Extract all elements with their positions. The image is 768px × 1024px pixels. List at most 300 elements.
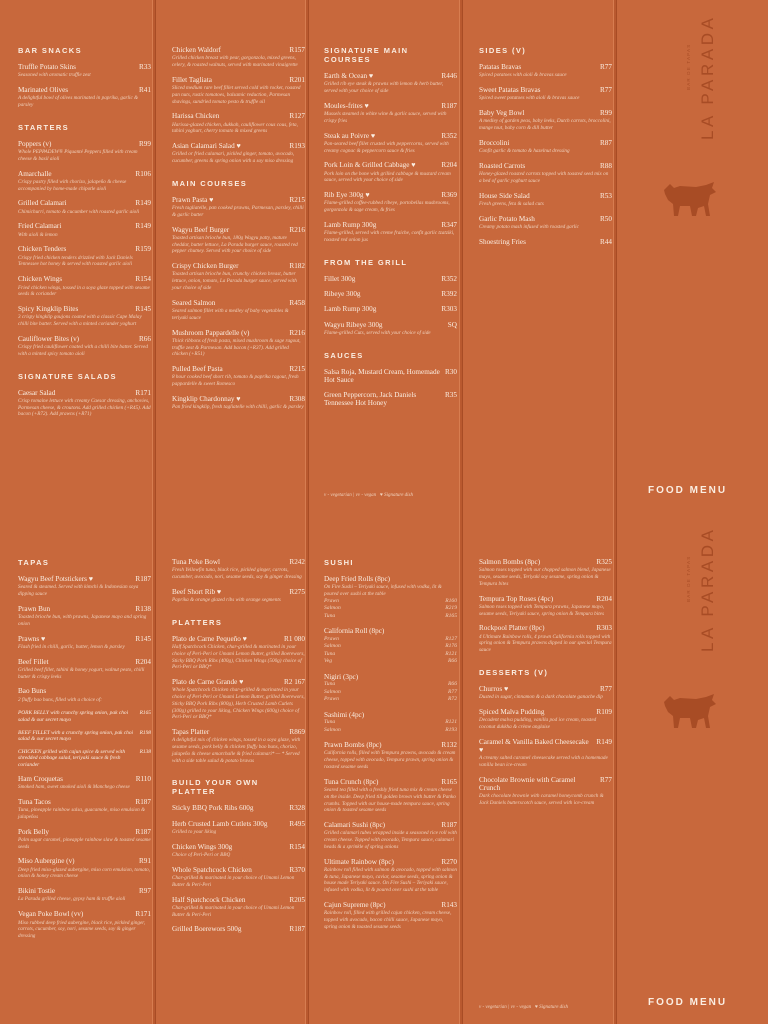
item-name: Chicken Tenders [18, 245, 67, 254]
menu-item [172, 588, 305, 604]
item-price: R138 [135, 604, 151, 613]
item-price: R270 [441, 857, 457, 866]
item-price: R275 [289, 587, 305, 596]
item-price: SQ [447, 320, 457, 329]
item-price: R91 [139, 857, 151, 866]
item-description: A delightful mix of chicken wings, tossed in a soya glaze, with sesame seeds, pork belly & chicken fluffy bao buns, chorizo, jalapeño & cheese amarchalle & fried calamari* — * Served with a side table salad & potato bravas [172, 737, 301, 764]
bull-icon [660, 690, 718, 732]
item-name: Fried Calamari [18, 222, 62, 231]
item-price: R149 [135, 222, 151, 231]
item-description: Tuna, pineapple rainbow salsa, guacamole, miso emulsion & jalapeños [18, 807, 146, 820]
item-name: Sticky BBQ Pork Ribs 600g [172, 804, 254, 813]
brand-tagline: BAR DE TAPAS [686, 555, 691, 602]
item-description: Fresh tagliatelle, pan cooked prawns, Parmesan, parsley, chilli & garlic butter [172, 205, 304, 218]
item-option [324, 696, 457, 704]
item-price: R446 [441, 72, 457, 80]
item-price: R99 [600, 109, 612, 118]
item-name: Amarchalle [18, 169, 52, 178]
item-description: Seared & steamed. Served with kimchi & Indonesian soya dipping sauce [18, 584, 139, 598]
item-price: R77 [600, 775, 612, 784]
item-name: Rockpool Platter (8pc) [479, 624, 545, 633]
section-heading: STARTERS [18, 122, 70, 132]
section-heading: SUSHI [324, 558, 354, 567]
signature-heart-icon: ♥ [237, 678, 244, 687]
item-price: R127 [289, 112, 305, 121]
item-price: R53 [600, 191, 612, 200]
item-description: Dark chocolate brownie with caramel honeycomb crunch & Jack Daniels butterscotch sauce, served with ice-cream [479, 793, 604, 807]
item-description: Flame-grilled, served with creme fraiche, confit garlic tzatziki, roasted red onion jus [324, 230, 455, 243]
item-name: Spiced Malva Pudding [479, 707, 545, 716]
option-price: R176 [445, 643, 457, 650]
option-name: Tuna [324, 650, 336, 657]
item-name: Whole Spatchcock Chicken [172, 865, 252, 874]
section-heading: SAUCES [324, 350, 364, 360]
menu-item [172, 76, 305, 106]
item-name: Tuna Crunch (8pc) [324, 777, 379, 786]
menu-item [479, 215, 612, 231]
menu-item [324, 191, 457, 214]
item-name: Pork Belly [18, 827, 49, 836]
item-price: R157 [289, 46, 305, 54]
item-price: R154 [289, 842, 305, 851]
item-price: R145 [135, 305, 151, 313]
item-name: Spicy Kingklip Bites [18, 305, 79, 313]
menu-item [172, 365, 305, 388]
item-name: Cajun Supreme (8pc) [324, 900, 386, 909]
item-description: Pan-seared beef fillet crusted with peppercorns, served with creamy cognac & peppercorn sauce & fries [324, 140, 449, 154]
item-name: Plato de Carne Pequeño ♥ [172, 634, 247, 643]
item-price: R193 [289, 142, 305, 151]
item-name: Prawn Pasta ♥ [172, 195, 214, 204]
option-price: R72 [447, 696, 457, 703]
menu-item [18, 749, 151, 768]
item-name: Churros ♥ [479, 684, 509, 693]
menu-item [18, 910, 151, 940]
item-price: R187 [441, 101, 457, 110]
item-name: Chicken Wings 300g [172, 842, 233, 851]
item-name: Pork Loin & Grilled Cabbage ♥ [324, 161, 416, 170]
item-option [324, 636, 457, 644]
item-description: Palm sugar caramel, pineapple rainbow slaw & toasted sesame seeds [18, 836, 151, 850]
item-description: Salmon roses topped with our chopped salmon blend, Japanese mayo, sesame seeds, Teriyaki soy sesame, spring onion & Tempura bites [479, 567, 611, 587]
item-name: Poppers (v) [18, 139, 52, 148]
option-name: Salmon [324, 688, 341, 695]
item-price: R204 [596, 594, 612, 603]
item-name: Prawn Bun [18, 604, 51, 613]
item-name: Salsa Roja, Mustard Cream, Homemade Hot Sauce [324, 367, 440, 384]
item-description: Miso rubbed deep fried aubergine, black rice, pickled ginger, carrots, cucumber, soy, nori, sesame seeds, soy & ginger dressing [18, 919, 146, 940]
item-name: Beef Fillet [18, 657, 49, 666]
item-price: R187 [289, 925, 305, 934]
item-name: Sweet Patatas Bravas [479, 86, 541, 95]
item-description: Mussels steamed in white wine & garlic sauce, served with crispy fries [324, 111, 447, 124]
item-price: R242 [289, 558, 305, 566]
brand-logo-text: LA PARADA [698, 526, 717, 652]
menu-item [479, 624, 612, 654]
item-description: Flame-grilled coffee-rubbed ribeye, portobellas mushrooms, gorgonzola & sage cream, & fries [324, 200, 450, 214]
item-description: Salmon roses topped with Tempura prawns, Japanese mayo, sesame seeds, Teriyaki sauce, spring onion & Tempura bites [479, 603, 605, 617]
menu-item [324, 741, 457, 771]
menu-item [479, 162, 612, 185]
menu-item [479, 238, 612, 246]
item-description: Paprika & orange glazed ribs with orange segments [172, 597, 281, 604]
menu-item [324, 858, 457, 894]
menu-item [324, 821, 457, 851]
section-heading: MAIN COURSES [172, 178, 248, 188]
menu-item [18, 775, 151, 791]
item-price: R182 [289, 262, 305, 271]
item-description: Toasted artisan brioche bun, 180g Wagyu patty, mature cheddar, butter lettuce, La Parada burger sauce, roasted red pepper chutney. Served with your choice of side [172, 234, 298, 255]
brand-tagline: BAR DE TAPAS [686, 43, 691, 90]
item-name: Kingklip Chardonnay ♥ [172, 394, 241, 403]
item-description: Grilled or fried calamari, pickled ginger, tomato, avocado, cucumber, greens & spring onion with a soy miso dressing [172, 151, 295, 165]
item-description: 3 crispy kingklip goujons coated with a classic Cape Malay chilli bite batter. Served with a minted coriander yoghurt [18, 314, 142, 328]
item-description: Seared tea filled with a freshly fried tuna mix & cream cheese on the inside. Deep fried till golden brown with butter & Panko crumbs. Topped with our house-made tempura sauce, spring onion & toasted sesame seeds [324, 787, 456, 814]
option-name: Salmon [324, 643, 341, 650]
item-name: Fillet 300g [324, 274, 356, 283]
item-price: R198 [139, 729, 151, 736]
item-name: Plato de Carne Grande ♥ [172, 678, 244, 687]
section-heading: DESSERTS (V) [479, 667, 549, 677]
item-name: Sashimi (4pc) [324, 710, 365, 719]
option-price: R66 [447, 658, 457, 665]
item-description: Fresh Yellowfin tuna, black rice, pickled ginger, carrots, cucumber, avocado, nori, sesame seeds, soy & ginger dressing [172, 567, 302, 581]
item-price: R106 [135, 169, 151, 178]
item-description: Rainbow roll, filled with grilled cajun chicken, cream cheese, topped with avocado, bacon chilli sauce, Japanese mayo, spring onion & toasted sesame seeds [324, 910, 452, 930]
item-name: Wagyu Beef Potstickers ♥ [18, 575, 93, 583]
item-name: Shoestring Fries [479, 237, 526, 246]
legend: v - vegetarian | vv - vegan ♥ Signature dish [479, 1005, 568, 1010]
item-price: R66 [139, 334, 151, 343]
item-price: R30 [445, 367, 457, 376]
item-name: Prawn Bombs (8pc) [324, 741, 382, 750]
menu-item [18, 730, 151, 742]
item-price: R149 [135, 199, 151, 208]
menu-item [18, 170, 151, 193]
item-description: 2 fluffy bao buns, filled with a choice of: [18, 696, 102, 703]
item-name: Half Spatchcock Chicken [172, 895, 246, 904]
item-name: Lamb Rump 300g [324, 305, 377, 314]
option-price: R219 [445, 605, 457, 612]
item-name: Broccolini [479, 138, 510, 147]
signature-heart-icon: ♥ [240, 634, 247, 643]
menu-item [18, 140, 151, 163]
item-price: R303 [596, 624, 612, 633]
item-name: Patatas Bravas [479, 63, 522, 71]
option-name: Prawn [324, 597, 339, 604]
column-4 [473, 512, 618, 1024]
menu-item [479, 708, 612, 731]
signature-heart-icon: ♥ [369, 131, 376, 140]
menu-item [324, 391, 457, 408]
menu-item [172, 925, 305, 933]
item-description: Grilled rib eye steak & prawns with lemon & herb butter, served with your choice of side [324, 81, 444, 95]
column-divider [152, 0, 156, 1024]
column-divider [459, 0, 463, 1024]
column-1 [12, 512, 157, 1024]
item-name: Asian Calamari Salad ♥ [172, 142, 241, 151]
menu-item [18, 199, 151, 215]
item-price: R187 [135, 797, 151, 806]
item-name: Pulled Beef Pasta [172, 365, 223, 374]
menu-item [18, 305, 151, 328]
menu-item [18, 687, 151, 703]
item-name: Garlic Potato Mash [479, 214, 535, 223]
item-price: R77 [600, 684, 612, 693]
column-divider [305, 0, 309, 1024]
item-description: Char-grilled & marinated in your choice of Umami Lemon Butter & Peri-Peri [172, 875, 295, 888]
food-menu-label: FOOD MENU [648, 997, 728, 1008]
signature-icon: ♥ [534, 1005, 538, 1010]
section-heading: FROM THE GRILL [324, 257, 408, 267]
item-price: R352 [441, 274, 457, 283]
menu-item [18, 887, 151, 903]
item-name: Salmon Bombs (8pc) [479, 558, 541, 566]
item-description: Choice of Peri-Peri or BBQ [172, 852, 231, 858]
item-description: Creamy potato mash infused with roasted garlic [479, 223, 579, 230]
menu-item [324, 161, 457, 184]
item-description: Decadent malva pudding, vanilla pod ice cream, toasted coconut dukkha & crème anglaise [479, 717, 597, 730]
option-price: R66 [447, 681, 457, 688]
section-heading: SIDES (V) [479, 46, 527, 55]
option-price: R121 [445, 719, 457, 726]
item-price: R201 [289, 75, 305, 84]
item-price: R187 [135, 575, 151, 583]
section-heading: BUILD YOUR OWN PLATTER [172, 778, 259, 797]
item-price: R325 [596, 558, 612, 566]
brand-logo-text: LA PARADA [698, 14, 717, 140]
section-heading: BAR SNACKS [18, 46, 83, 55]
signature-heart-icon: ♥ [39, 634, 46, 643]
menu-item [18, 658, 151, 681]
menu-item [172, 896, 305, 919]
menu-item [18, 828, 151, 851]
item-price: R215 [289, 195, 305, 204]
menu-item [172, 299, 305, 322]
item-price: R41 [139, 86, 151, 95]
option-name: Tuna [324, 719, 336, 726]
item-description: Crisp romaine lettuce with creamy Caesar dressing, anchovies, Parmesan cheese, & croutons. Add grilled chicken (+R45). Add bacon (+R72). Add prawns (+R71) [18, 397, 151, 418]
item-name: Mushroom Pappardelle (v) [172, 328, 250, 337]
item-price: R109 [596, 707, 612, 716]
item-name: Ribeye 300g [324, 289, 361, 298]
item-name: Fillet Tagliata [172, 75, 212, 84]
menu-item [172, 728, 305, 764]
menu-item [479, 685, 612, 701]
signature-icon: ♥ [379, 493, 383, 498]
item-name: Wagyu Ribeye 300g [324, 320, 383, 329]
signature-heart-icon: ♥ [409, 161, 416, 170]
signature-heart-icon: ♥ [363, 191, 370, 200]
item-description: Fresh greens, feta & salad cuts [479, 200, 544, 207]
option-price: R165 [445, 612, 457, 619]
item-price: R88 [600, 161, 612, 170]
menu-item [324, 132, 457, 155]
item-price: R187 [441, 821, 457, 829]
item-name: Grilled Calamari [18, 199, 67, 208]
item-description: Whole PEPPADEW® Piquanté Peppers filled with cream cheese & basil aioli [18, 149, 138, 162]
item-price: R171 [135, 910, 151, 919]
item-name: Chicken Waldorf [172, 46, 221, 54]
item-price: R87 [600, 138, 612, 147]
item-description: A creamy salted caramel cheesecake served with a homemade vanilla bean ice-cream [479, 755, 608, 768]
item-description: Fried chicken wings, tossed in a soya glaze topped with sesame seeds & coriander [18, 284, 150, 298]
item-name: Truffle Potato Skins [18, 63, 76, 71]
item-name: Earth & Ocean ♥ [324, 72, 374, 80]
item-name: Tempura Top Roses (4pc) [479, 594, 554, 603]
menu-item [18, 275, 151, 298]
item-name: Crispy Chicken Burger [172, 262, 239, 271]
item-name: Ham Croquetas [18, 774, 63, 783]
item-price: R145 [135, 634, 151, 643]
option-name: Veg [324, 658, 333, 665]
item-price: R215 [289, 365, 305, 374]
menu-item [18, 86, 151, 109]
option-price: R160 [445, 597, 457, 604]
item-name: Lamb Rump 300g [324, 220, 377, 229]
signature-heart-icon: ♥ [367, 72, 374, 80]
item-description: Spiced potatoes with aioli & bravas sauce [479, 72, 567, 79]
menu-item [324, 778, 457, 814]
item-option [324, 643, 457, 651]
menu-item [324, 575, 457, 620]
option-name: Prawn [324, 635, 339, 642]
item-description: Honey-glazed roasted carrots topped with toasted seed mix on a bed of garlic yoghurt sauce [479, 171, 609, 184]
column-1 [12, 0, 157, 512]
section-heading: SIGNATURE MAIN COURSES [324, 46, 409, 64]
item-price: R159 [135, 245, 151, 254]
item-name: Tapas Platter [172, 728, 210, 737]
item-description: Grilled calamari tubes wrapped inside a seasoned rice roll with cream cheese. Topped with avocado, Tempura sauce, calamari heads & a sprinkle of spring onions [324, 830, 457, 850]
menu-item [324, 711, 457, 734]
item-name: Tuna Poke Bowl [172, 558, 221, 566]
item-description: Seared salmon fillet with a medley of baby vegetables & teriyaki sauce [172, 308, 289, 321]
item-name: PORK BELLY with crunchy spring onion, pak choi salad & our secret mayo [18, 710, 129, 723]
item-price: R154 [135, 275, 151, 284]
item-name: Rib Eye 300g ♥ [324, 191, 370, 200]
item-price: R392 [441, 289, 457, 298]
item-description: Flame-grilled Cuts, served with your choice of side [324, 329, 431, 336]
item-price: R77 [600, 86, 612, 95]
menu-item [172, 635, 305, 671]
menu-item [18, 575, 151, 598]
item-name: Marinated Olives [18, 86, 69, 95]
item-option [324, 727, 457, 735]
menu-item [172, 112, 305, 135]
menu-item [18, 635, 151, 651]
menu-item [324, 290, 457, 298]
signature-heart-icon: ♥ [234, 394, 241, 403]
option-price: R77 [447, 688, 457, 695]
item-description: Grilled to your liking [172, 828, 217, 835]
item-description: Crispy fried chicken tenders drizzled with Jack Daniels Tennessee hot honey & served with roasted garlic aioli [18, 254, 133, 268]
menu-item [479, 595, 612, 618]
option-name: Prawn [324, 696, 339, 703]
item-price: R50 [600, 214, 612, 223]
food-menu-label: FOOD MENU [648, 485, 728, 496]
item-price: R77 [600, 63, 612, 71]
item-description: Crispy fried cauliflower coated with a chilli bite batter. Served with a minted spicy tomato aioli [18, 344, 148, 357]
section-heading: TAPAS [18, 558, 50, 567]
item-description: Pork loin on the bone with grilled cabbage & mustard cream sauce, served with your choice of side [324, 170, 451, 184]
item-price: R205 [289, 895, 305, 904]
item-description: A delightful bowl of olives marinated in paprika, garlic & parsley [18, 95, 139, 109]
item-description: Seasoned with aromatic truffle zest [18, 72, 91, 79]
item-price: R204 [135, 657, 151, 666]
item-option [324, 681, 457, 689]
item-price: R149 [596, 737, 612, 746]
item-name: Deep Fried Rolls (8pc) [324, 575, 391, 583]
item-name: House Side Salad [479, 191, 530, 200]
column-3 [318, 512, 463, 1024]
item-description: Spiced sweet potatoes with aioli & bravas sauce [479, 95, 580, 102]
item-name: Green Peppercorn, Jack Daniels Tennessee Hot Honey [324, 391, 417, 408]
item-name: Chicken Wings [18, 275, 63, 284]
signature-heart-icon: ♥ [234, 142, 241, 151]
menu-item [18, 222, 151, 238]
item-name: Caramel & Vanilla Baked Cheesecake ♥ [479, 737, 589, 754]
item-description: Rainbow roll filled with salmon & avocado, topped with salmon & tuna, Japanese mayo, caviar, sesame seeds, spring onion & house made Teriyaki sauce. On Fire Sushi – Teriyaki sauce, infused with vodka, lit & poured over sushi at the table [324, 866, 457, 894]
item-price: R132 [441, 741, 457, 750]
menu-item [172, 329, 305, 359]
item-name: Tuna Tacos [18, 797, 51, 806]
item-price: R99 [139, 139, 151, 148]
item-name: Wagyu Beef Burger [172, 225, 230, 234]
item-price: R458 [289, 298, 305, 307]
brand-panel [622, 0, 762, 512]
item-price: R171 [135, 388, 151, 397]
menu-item [479, 776, 612, 807]
item-price: R204 [441, 161, 457, 170]
legend: v - vegetarian | vv - vegan ♥ Signature dish [324, 493, 413, 498]
item-name: Chocolate Brownie with Caramel Crunch [479, 775, 576, 792]
menu-item [324, 275, 457, 283]
menu-page-bottom [0, 512, 768, 1024]
item-option [324, 689, 457, 697]
item-description: Char-grilled & marinated in your choice of Umami Lemon Butter & Peri-Peri [172, 904, 295, 918]
signature-heart-icon: ♥ [215, 587, 222, 596]
item-price: R165 [139, 710, 151, 717]
item-name: Harissa Chicken [172, 112, 220, 121]
item-name: Herb Crusted Lamb Cutlets 300g [172, 819, 268, 828]
item-price: R44 [600, 237, 612, 246]
item-description: 8 hour cooked beef short rib, tomato & paprika ragout, fresh pappardelle & sweet Romesco [172, 374, 299, 388]
item-price: R869 [289, 728, 305, 737]
item-description: Chimichurri, tomato & cucumber with roasted garlic aioli [18, 208, 140, 215]
item-name: Miso Aubergine (v) [18, 857, 75, 866]
menu-item [172, 196, 305, 219]
item-name: Bikini Tostie [18, 887, 56, 896]
menu-item [172, 142, 305, 165]
item-description: Smoked ham, sweet smoked aioli & Manchego cheese [18, 784, 130, 791]
item-name: Cauliflower Bites (v) [18, 334, 80, 343]
menu-item [18, 63, 151, 79]
item-price: R187 [135, 827, 151, 836]
item-description: Sliced medium rare beef fillet served cold with rocket, roasted pan nuts, rustic tomatoes, balsamic reduction, Parmesan shavings, sundried tomato pesto & truffle oil [172, 85, 301, 105]
menu-item [172, 226, 305, 256]
item-option [324, 719, 457, 727]
item-price: R35 [445, 391, 457, 400]
item-name: Bao Buns [18, 687, 47, 696]
item-description: Grilled chicken breast with pear, gorgonzola, mixed greens, celery, & roasted walnuts, served with marinated vinaigrette [172, 55, 298, 69]
menu-item [479, 558, 612, 588]
option-price: R127 [445, 635, 457, 642]
menu-item [324, 221, 457, 244]
item-name: Roasted Carrots [479, 161, 526, 170]
menu-item [479, 63, 612, 79]
item-option [324, 613, 457, 621]
item-description: Thick ribbons of fresh pasta, mixed mushroom & sage ragout, truffle zest & Parmesan. Add bacon (+R37). Add grilled chicken (+R51) [172, 337, 301, 358]
